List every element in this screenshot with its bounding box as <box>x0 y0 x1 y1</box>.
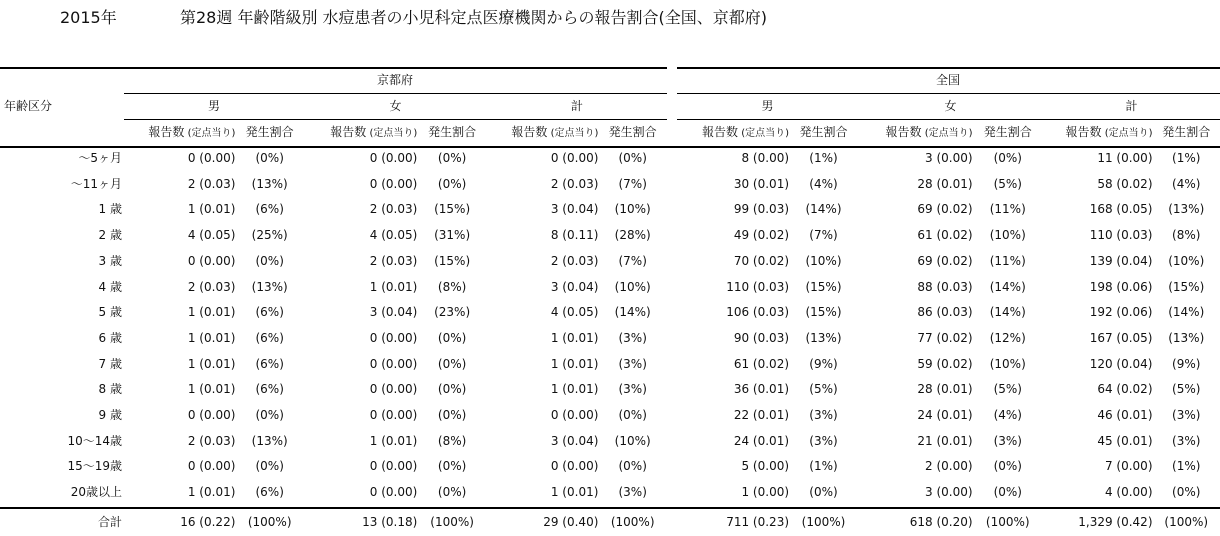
rate-cell: (14%) <box>989 305 1026 320</box>
age-label: 2 歳 <box>98 228 122 243</box>
rate-cell: (4%) <box>809 176 838 191</box>
rate-cell: (0%) <box>437 330 467 345</box>
rate-cell: (0%) <box>437 176 467 191</box>
rate-cell: (8%) <box>437 279 467 294</box>
rate-subheader: 発生割合 <box>428 125 477 139</box>
count-label: 報告数 <box>702 125 739 139</box>
rate-cell: (31%) <box>434 228 471 243</box>
count-cell: 0 (0.00) <box>369 408 418 422</box>
count-cell: 4 (0.00) <box>1104 485 1153 500</box>
count-cell: 61 (0.02) <box>917 228 973 243</box>
rate-cell: (6%) <box>255 356 284 371</box>
rate-cell: (6%) <box>255 202 284 217</box>
rate-cell: (6%) <box>255 485 284 500</box>
total-count-cell: 13 (0.18) <box>362 515 418 529</box>
rate-cell: (14%) <box>989 279 1026 294</box>
count-subheader <box>677 125 789 141</box>
rate-cell: (3%) <box>618 382 647 397</box>
rate-cell: (13%) <box>1168 330 1205 345</box>
count-cell: 167 (0.05) <box>1089 330 1153 345</box>
rate-cell: (1%) <box>809 459 838 474</box>
count-cell: 0 (0.00) <box>369 485 418 500</box>
count-cell: 0 (0.00) <box>369 176 418 191</box>
rate-cell: (9%) <box>1172 356 1201 371</box>
count-cell: 0 (0.00) <box>187 408 236 422</box>
rate-cell: (5%) <box>993 176 1022 191</box>
table-rule <box>124 93 667 94</box>
age-label: 8 歳 <box>98 382 122 397</box>
count-cell: 3 (0.00) <box>925 485 973 500</box>
age-label: 20歳以上 <box>70 485 122 500</box>
rate-cell: (0%) <box>993 151 1022 165</box>
total-rate-cell: (100%) <box>247 515 292 529</box>
rate-subheader: 発生割合 <box>1162 125 1211 139</box>
rate-cell: (3%) <box>618 330 647 345</box>
count-cell: 2 (0.00) <box>925 459 973 474</box>
total-count-cell: 16 (0.22) <box>180 515 236 529</box>
count-cell: 99 (0.03) <box>733 202 790 217</box>
count-cell: 2 (0.03) <box>369 253 418 268</box>
rate-cell: (13%) <box>805 330 842 345</box>
count-cell: 1 (0.01) <box>187 382 236 397</box>
rate-cell: (0%) <box>437 382 467 397</box>
rate-cell: (10%) <box>614 202 651 217</box>
count-cell: 69 (0.02) <box>917 202 973 217</box>
total-count-cell: 29 (0.40) <box>543 515 599 529</box>
report-year: 2015年 <box>60 8 117 27</box>
per-site-label: (定点当り) <box>366 128 418 139</box>
rate-subheader: 発生割合 <box>245 125 294 139</box>
count-cell: 0 (0.00) <box>550 408 599 422</box>
rate-cell: (5%) <box>993 382 1022 397</box>
count-cell: 2 (0.03) <box>550 253 599 268</box>
rate-cell: (10%) <box>805 253 842 268</box>
count-cell: 61 (0.02) <box>733 356 790 371</box>
count-label: 報告数 <box>148 125 185 139</box>
count-cell: 1 (0.01) <box>369 279 418 294</box>
count-cell: 0 (0.00) <box>369 382 418 397</box>
age-label: 4 歳 <box>98 279 122 294</box>
rate-cell: (10%) <box>614 433 651 448</box>
rate-cell: (0%) <box>809 485 838 500</box>
rate-cell: (13%) <box>1168 202 1205 217</box>
rate-cell: (8%) <box>1172 228 1201 243</box>
rate-cell: (13%) <box>251 279 288 294</box>
rate-cell: (11%) <box>989 253 1026 268</box>
per-site-label: (定点当り) <box>1101 128 1153 139</box>
count-cell: 3 (0.04) <box>550 279 599 294</box>
count-cell: 70 (0.02) <box>733 253 790 268</box>
count-cell: 3 (0.04) <box>550 202 599 217</box>
rate-cell: (0%) <box>993 485 1022 500</box>
total-label: 合計 <box>97 515 122 529</box>
count-cell: 198 (0.06) <box>1089 279 1153 294</box>
count-subheader <box>304 125 417 141</box>
count-cell: 4 (0.05) <box>369 228 418 243</box>
count-cell: 1 (0.01) <box>187 330 236 345</box>
rate-cell: (7%) <box>618 176 647 191</box>
age-label: 10～14歳 <box>67 433 122 448</box>
rate-cell: (25%) <box>251 228 288 243</box>
count-label: 報告数 <box>330 125 367 139</box>
count-cell: 110 (0.03) <box>1089 228 1153 243</box>
total-rate-cell: (100%) <box>610 515 655 529</box>
count-cell: 69 (0.02) <box>917 253 973 268</box>
rate-cell: (12%) <box>989 330 1026 345</box>
total-count-cell: 711 (0.23) <box>726 515 790 529</box>
count-cell: 1 (0.01) <box>369 433 418 448</box>
count-cell: 3 (0.00) <box>925 151 973 165</box>
count-subheader <box>858 125 973 141</box>
count-cell: 59 (0.02) <box>917 356 973 371</box>
age-label: 5 歳 <box>98 305 122 320</box>
rate-cell: (0%) <box>437 459 467 474</box>
count-label: 報告数 <box>885 125 922 139</box>
count-cell: 0 (0.00) <box>550 151 599 165</box>
count-label: 報告数 <box>511 125 548 139</box>
table-rule <box>124 119 667 120</box>
count-cell: 2 (0.03) <box>550 176 599 191</box>
rate-subheader: 発生割合 <box>799 125 848 139</box>
count-cell: 0 (0.00) <box>187 253 236 268</box>
count-cell: 0 (0.00) <box>369 356 418 371</box>
rate-cell: (0%) <box>618 151 647 165</box>
rate-cell: (1%) <box>809 151 838 165</box>
count-cell: 1 (0.01) <box>187 305 236 320</box>
sex-header: 女 <box>389 99 402 113</box>
count-cell: 2 (0.03) <box>187 279 236 294</box>
count-cell: 21 (0.01) <box>917 433 973 448</box>
total-count-cell: 1,329 (0.42) <box>1078 515 1153 529</box>
rate-subheader: 発生割合 <box>983 125 1032 139</box>
rate-cell: (14%) <box>805 202 842 217</box>
region-header: 全国 <box>935 73 960 87</box>
count-cell: 4 (0.05) <box>187 228 236 243</box>
age-label: 9 歳 <box>98 408 122 422</box>
rate-cell: (15%) <box>805 279 842 294</box>
count-cell: 8 (0.11) <box>550 228 599 243</box>
count-cell: 1 (0.01) <box>550 382 599 397</box>
rate-cell: (0%) <box>437 408 467 422</box>
count-cell: 2 (0.03) <box>187 176 236 191</box>
count-cell: 28 (0.01) <box>917 176 973 191</box>
row-header-age: 年齢区分 <box>4 99 53 113</box>
rate-cell: (3%) <box>618 485 647 500</box>
rate-cell: (0%) <box>618 408 647 422</box>
count-cell: 0 (0.00) <box>369 151 418 165</box>
count-cell: 1 (0.00) <box>741 485 790 500</box>
count-cell: 1 (0.01) <box>550 356 599 371</box>
rate-cell: (10%) <box>989 228 1026 243</box>
rate-subheader: 発生割合 <box>608 125 657 139</box>
count-cell: 28 (0.01) <box>917 382 973 397</box>
table-rule <box>0 507 1220 509</box>
count-cell: 192 (0.06) <box>1089 305 1153 320</box>
rate-cell: (0%) <box>1172 485 1201 500</box>
table-rule <box>677 93 1220 94</box>
total-rate-cell: (100%) <box>1164 515 1209 529</box>
count-cell: 1 (0.01) <box>187 485 236 500</box>
rate-cell: (15%) <box>434 202 471 217</box>
rate-cell: (0%) <box>437 151 467 165</box>
rate-cell: (8%) <box>437 433 467 448</box>
age-label: 15～19歳 <box>67 459 122 474</box>
rate-cell: (5%) <box>1172 382 1201 397</box>
rate-cell: (6%) <box>255 382 284 397</box>
rate-cell: (1%) <box>1172 459 1201 474</box>
rate-cell: (3%) <box>1172 408 1201 422</box>
rate-cell: (9%) <box>809 356 838 371</box>
count-cell: 49 (0.02) <box>733 228 790 243</box>
age-label: 6 歳 <box>98 330 122 345</box>
rate-cell: (10%) <box>614 279 651 294</box>
count-cell: 7 (0.00) <box>1104 459 1153 474</box>
count-cell: 0 (0.00) <box>187 459 236 474</box>
age-label: 1 歳 <box>98 202 122 217</box>
rate-cell: (10%) <box>1168 253 1205 268</box>
rate-cell: (0%) <box>255 459 284 474</box>
count-cell: 110 (0.03) <box>726 279 790 294</box>
count-cell: 4 (0.05) <box>550 305 599 320</box>
count-cell: 3 (0.04) <box>369 305 418 320</box>
rate-cell: (11%) <box>989 202 1026 217</box>
total-rate-cell: (100%) <box>801 515 846 529</box>
table-rule <box>677 67 1220 69</box>
rate-cell: (3%) <box>809 408 838 422</box>
rate-cell: (6%) <box>255 330 284 345</box>
sex-header: 女 <box>944 99 957 113</box>
table-rule <box>0 67 667 69</box>
total-count-cell: 618 (0.20) <box>909 515 973 529</box>
age-label: 3 歳 <box>98 253 122 268</box>
sex-header: 男 <box>207 99 220 113</box>
age-label: 7 歳 <box>98 356 122 371</box>
per-site-label: (定点当り) <box>184 128 236 139</box>
rate-cell: (0%) <box>437 485 467 500</box>
count-cell: 24 (0.01) <box>733 433 790 448</box>
table-rule <box>677 119 1220 120</box>
per-site-label: (定点当り) <box>921 128 973 139</box>
rate-cell: (15%) <box>434 253 471 268</box>
rate-cell: (0%) <box>618 459 647 474</box>
count-cell: 0 (0.00) <box>550 459 599 474</box>
age-label: ～5ヶ月 <box>78 151 122 165</box>
rate-cell: (4%) <box>1172 176 1201 191</box>
count-cell: 2 (0.03) <box>187 433 236 448</box>
rate-cell: (15%) <box>1168 279 1205 294</box>
count-cell: 106 (0.03) <box>726 305 790 320</box>
count-cell: 0 (0.00) <box>369 330 418 345</box>
rate-cell: (3%) <box>993 433 1022 448</box>
rate-cell: (3%) <box>1172 433 1201 448</box>
per-site-label: (定点当り) <box>547 128 599 139</box>
age-label: ～11ヶ月 <box>70 176 122 191</box>
rate-cell: (7%) <box>618 253 647 268</box>
count-cell: 58 (0.02) <box>1097 176 1153 191</box>
region-header: 京都府 <box>376 73 413 87</box>
rate-cell: (3%) <box>618 356 647 371</box>
count-subheader <box>124 125 235 141</box>
count-cell: 139 (0.04) <box>1089 253 1153 268</box>
rate-cell: (4%) <box>993 408 1022 422</box>
rate-cell: (14%) <box>614 305 651 320</box>
rate-cell: (0%) <box>437 356 467 371</box>
rate-cell: (5%) <box>809 382 838 397</box>
count-cell: 11 (0.00) <box>1097 151 1153 165</box>
count-cell: 168 (0.05) <box>1089 202 1153 217</box>
report-title: 第28週 年齢階級別 水痘患者の小児科定点医療機関からの報告割合(全国、京都府) <box>180 8 768 27</box>
rate-cell: (7%) <box>809 228 838 243</box>
sex-header: 計 <box>1125 99 1138 113</box>
count-subheader <box>1043 125 1153 141</box>
sex-header: 計 <box>570 99 583 113</box>
total-rate-cell: (100%) <box>985 515 1030 529</box>
count-label: 報告数 <box>1065 125 1102 139</box>
count-cell: 24 (0.01) <box>917 408 973 422</box>
count-cell: 46 (0.01) <box>1097 408 1153 422</box>
count-cell: 0 (0.00) <box>187 151 236 165</box>
count-cell: 22 (0.01) <box>733 408 790 422</box>
count-cell: 2 (0.03) <box>369 202 418 217</box>
per-site-label: (定点当り) <box>738 128 790 139</box>
count-cell: 30 (0.01) <box>733 176 790 191</box>
count-cell: 64 (0.02) <box>1097 382 1153 397</box>
rate-cell: (28%) <box>614 228 651 243</box>
rate-cell: (0%) <box>255 151 284 165</box>
count-cell: 1 (0.01) <box>550 485 599 500</box>
count-cell: 88 (0.03) <box>917 279 973 294</box>
rate-cell: (0%) <box>993 459 1022 474</box>
count-cell: 1 (0.01) <box>187 202 236 217</box>
count-cell: 86 (0.03) <box>917 305 973 320</box>
count-cell: 8 (0.00) <box>741 151 790 165</box>
total-rate-cell: (100%) <box>430 515 474 529</box>
rate-cell: (3%) <box>809 433 838 448</box>
rate-cell: (10%) <box>989 356 1026 371</box>
count-subheader <box>487 125 598 141</box>
rate-cell: (1%) <box>1172 151 1201 165</box>
count-cell: 1 (0.01) <box>550 330 599 345</box>
table-rule <box>0 146 1220 148</box>
count-cell: 1 (0.01) <box>187 356 236 371</box>
rate-cell: (13%) <box>251 176 288 191</box>
count-cell: 77 (0.02) <box>917 330 973 345</box>
rate-cell: (14%) <box>1168 305 1205 320</box>
rate-cell: (6%) <box>255 305 284 320</box>
rate-cell: (0%) <box>255 408 284 422</box>
count-cell: 90 (0.03) <box>733 330 790 345</box>
count-cell: 0 (0.00) <box>369 459 418 474</box>
count-cell: 36 (0.01) <box>733 382 790 397</box>
count-cell: 120 (0.04) <box>1089 356 1153 371</box>
sex-header: 男 <box>761 99 774 113</box>
rate-cell: (0%) <box>255 253 284 268</box>
count-cell: 3 (0.04) <box>550 433 599 448</box>
count-cell: 45 (0.01) <box>1097 433 1153 448</box>
rate-cell: (23%) <box>434 305 471 320</box>
count-cell: 5 (0.00) <box>741 459 790 474</box>
rate-cell: (15%) <box>805 305 842 320</box>
rate-cell: (13%) <box>251 433 288 448</box>
